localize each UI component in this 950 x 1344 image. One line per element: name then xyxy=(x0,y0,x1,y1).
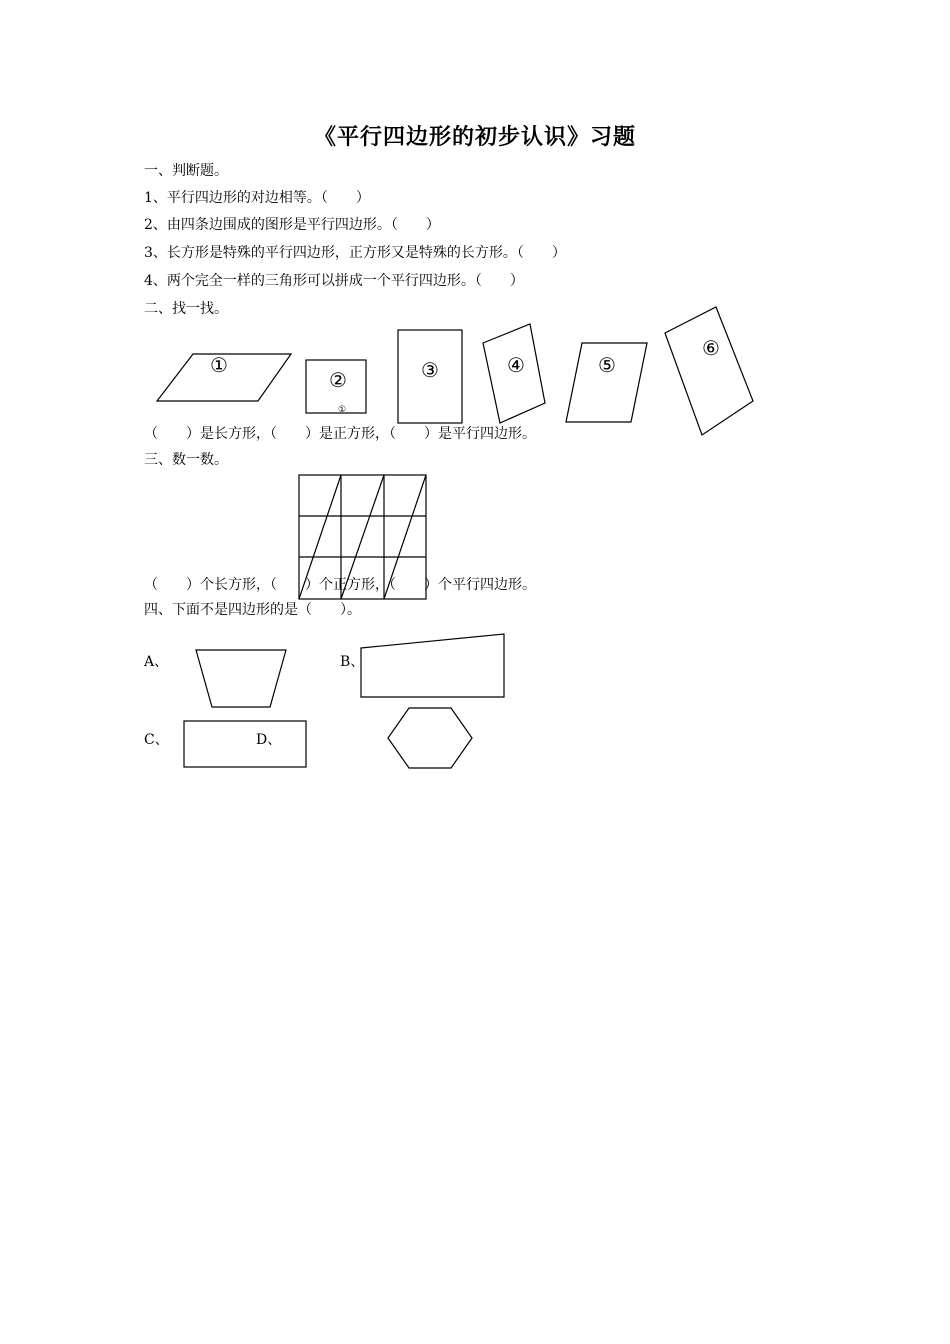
section2-heading: 二、找一找。 xyxy=(144,301,228,317)
option-a-trapezoid xyxy=(196,650,286,707)
shape-label-2: ② xyxy=(329,368,347,392)
option-a-label: A、 xyxy=(144,654,169,670)
question-4: 4、两个完全一样的三角形可以拼成一个平行四边形。（ ） xyxy=(144,273,524,289)
section2-answer-line: （ ）是长方形，（ ）是正方形，（ ）是平行四边形。 xyxy=(144,426,536,442)
shape-4-tilted-rectangle xyxy=(483,324,545,423)
shape-label-6: ⑥ xyxy=(702,336,720,360)
option-c-rectangle xyxy=(184,721,306,767)
shape-6-tilted-rectangle xyxy=(665,307,753,435)
shape-5-parallelogram xyxy=(566,343,647,422)
option-b-label: B、 xyxy=(340,654,365,670)
small-mark: ① xyxy=(337,405,347,415)
section3-heading: 三、数一数。 xyxy=(144,452,228,468)
question-1: 1、平行四边形的对边相等。（ ） xyxy=(144,190,370,206)
section3-answer-line: （ ）个长方形，（ ）个正方形，（ ）个平行四边形。 xyxy=(144,577,536,593)
option-c-label: C、 xyxy=(144,732,169,748)
shape-label-3: ③ xyxy=(421,358,439,382)
shape-label-4: ④ xyxy=(507,353,525,377)
shape-label-5: ⑤ xyxy=(598,353,616,377)
shape-label-1: ① xyxy=(210,353,228,377)
question-3: 3、长方形是特殊的平行四边形，正方形又是特殊的长方形。（ ） xyxy=(144,245,566,261)
option-d-hexagon xyxy=(388,708,472,768)
option-d-label: D、 xyxy=(256,732,282,748)
section4-heading: 四、下面不是四边形的是（ ）。 xyxy=(144,602,361,618)
question-2: 2、由四条边围成的图形是平行四边形。（ ） xyxy=(144,217,440,233)
option-b-quadrilateral xyxy=(361,634,504,697)
section1-heading: 一、判断题。 xyxy=(144,163,228,179)
shape-1-parallelogram xyxy=(157,353,291,401)
page-title: 《平行四边形的初步认识》习题 xyxy=(313,125,636,150)
shape-3-rectangle xyxy=(398,330,462,423)
shape-2-square xyxy=(306,360,366,415)
